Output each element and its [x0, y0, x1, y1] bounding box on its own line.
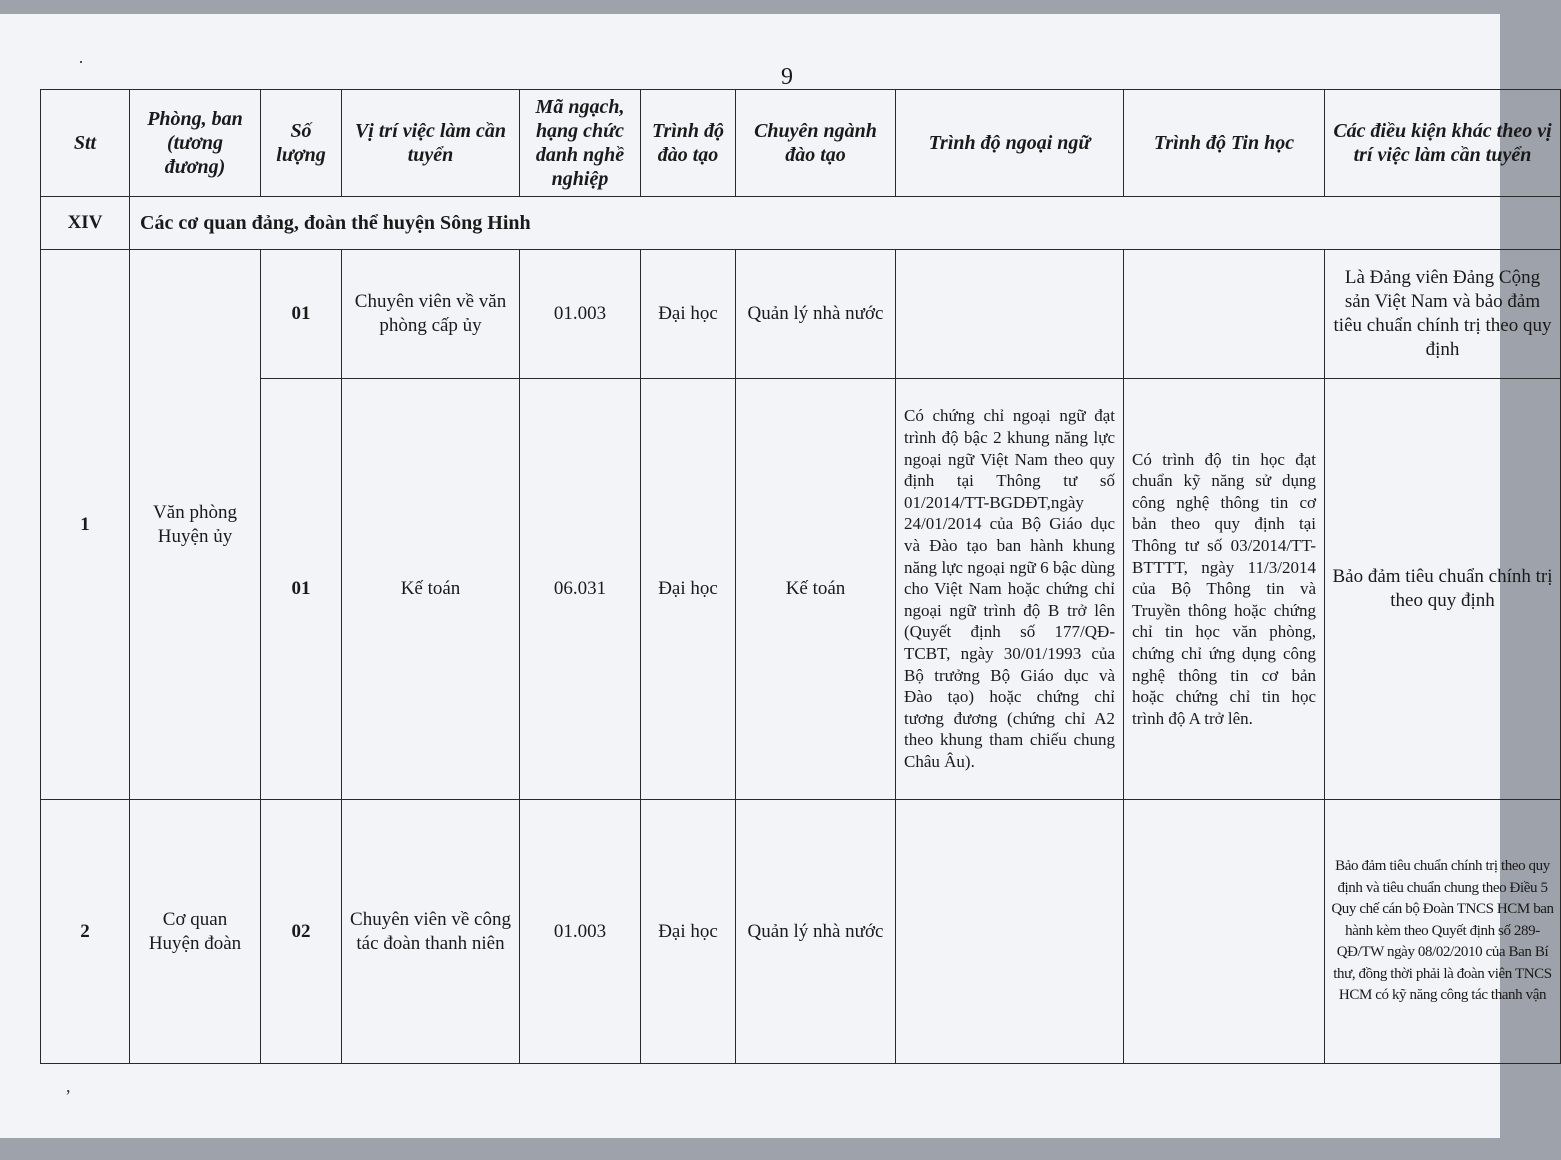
header-quantity: Số lượng — [261, 90, 342, 197]
header-education: Trình độ đào tạo — [641, 90, 736, 197]
row-department: Cơ quan Huyện đoàn — [130, 800, 261, 1064]
document-page — [0, 14, 1554, 1138]
row-it: Có trình độ tin học đạt chuẩn kỹ năng sử dụng công nghệ thông tin cơ bản theo quy định tại Thông tư số 03/2014/TT-BTTTT, ngày 11/3/2014 của Bộ Thông tin và Truyền thông hoặc chứng chỉ tin học văn phòng, chứng chỉ ứng dụng công nghệ thông tin cơ bản hoặc chứng chỉ tin học trình độ A trở lên. — [1124, 379, 1325, 800]
row-code: 01.003 — [520, 800, 641, 1064]
row-position: Kế toán — [342, 379, 520, 800]
header-foreign-language: Trình độ ngoại ngữ — [896, 90, 1124, 197]
row-stt: 1 — [41, 250, 130, 800]
header-stt: Stt — [41, 90, 130, 197]
row-quantity: 01 — [261, 250, 342, 379]
header-department: Phòng, ban (tương đương) — [130, 90, 261, 197]
row-other: Bảo đảm tiêu chuẩn chính trị theo quy định và tiêu chuẩn chung theo Điều 5 Quy chế cán bộ Đoàn TNCS HCM ban hành kèm theo Quyết định số 289-QĐ/TW ngày 08/02/2010 của Ban Bí thư, đồng thời phải là đoàn viên TNCS HCM có kỹ năng công tác thanh vận — [1325, 800, 1561, 1064]
section-number: XIV — [41, 197, 130, 250]
row-major: Quản lý nhà nước — [736, 800, 896, 1064]
section-row — [41, 197, 1561, 250]
row-major: Kế toán — [736, 379, 896, 800]
row-foreign-language — [896, 800, 1124, 1064]
row-education: Đại học — [641, 250, 736, 379]
section-title: Các cơ quan đảng, đoàn thể huyện Sông Hinh — [130, 197, 1561, 250]
header-it: Trình độ Tin học — [1124, 90, 1325, 197]
table-row — [41, 379, 1561, 800]
row-foreign-language — [896, 250, 1124, 379]
header-row — [41, 90, 1561, 197]
table-row — [41, 250, 1561, 379]
row-code: 06.031 — [520, 379, 641, 800]
header-major: Chuyên ngành đào tạo — [736, 90, 896, 197]
row-code: 01.003 — [520, 250, 641, 379]
row-position: Chuyên viên về văn phòng cấp ủy — [342, 250, 520, 379]
header-other: Các điều kiện khác theo vị trí việc làm cần tuyển — [1325, 90, 1561, 197]
header-code: Mã ngạch, hạng chức danh nghề nghiệp — [520, 90, 641, 197]
row-stt: 2 — [41, 800, 130, 1064]
row-it — [1124, 800, 1325, 1064]
scan-dot: , — [66, 1076, 71, 1096]
row-education: Đại học — [641, 379, 736, 800]
row-other: Bảo đảm tiêu chuẩn chính trị theo quy định — [1325, 379, 1561, 800]
table-row — [41, 800, 1561, 1064]
row-education: Đại học — [641, 800, 736, 1064]
row-position: Chuyên viên về công tác đoàn thanh niên — [342, 800, 520, 1064]
row-quantity: 02 — [261, 800, 342, 1064]
row-it — [1124, 250, 1325, 379]
row-major: Quản lý nhà nước — [736, 250, 896, 379]
header-position: Vị trí việc làm cần tuyển — [342, 90, 520, 197]
page-number: 9 — [781, 64, 793, 90]
row-other: Là Đảng viên Đảng Cộng sản Việt Nam và bảo đảm tiêu chuẩn chính trị theo quy định — [1325, 250, 1561, 379]
scan-dot: · — [78, 52, 84, 72]
row-quantity: 01 — [261, 379, 342, 800]
row-foreign-language: Có chứng chỉ ngoại ngữ đạt trình độ bậc 2 khung năng lực ngoại ngữ Việt Nam theo quy định tại Thông tư số 01/2014/TT-BGDĐT,ngày 24/01/2014 của Bộ Giáo dục và Đào tạo ban hành khung năng lực ngoại ngữ 6 bậc dùng cho Việt Nam hoặc chứng chỉ ngoại ngữ trình độ B trở lên (Quyết định số 177/QĐ-TCBT, ngày 30/01/1993 của Bộ trưởng Bộ Giáo dục và Đào tạo) hoặc chứng chỉ tương đương (chứng chỉ A2 theo khung tham chiếu chung Châu Âu). — [896, 379, 1124, 800]
row-department: Văn phòng Huyện ủy — [130, 250, 261, 800]
recruitment-table — [40, 89, 1561, 1064]
